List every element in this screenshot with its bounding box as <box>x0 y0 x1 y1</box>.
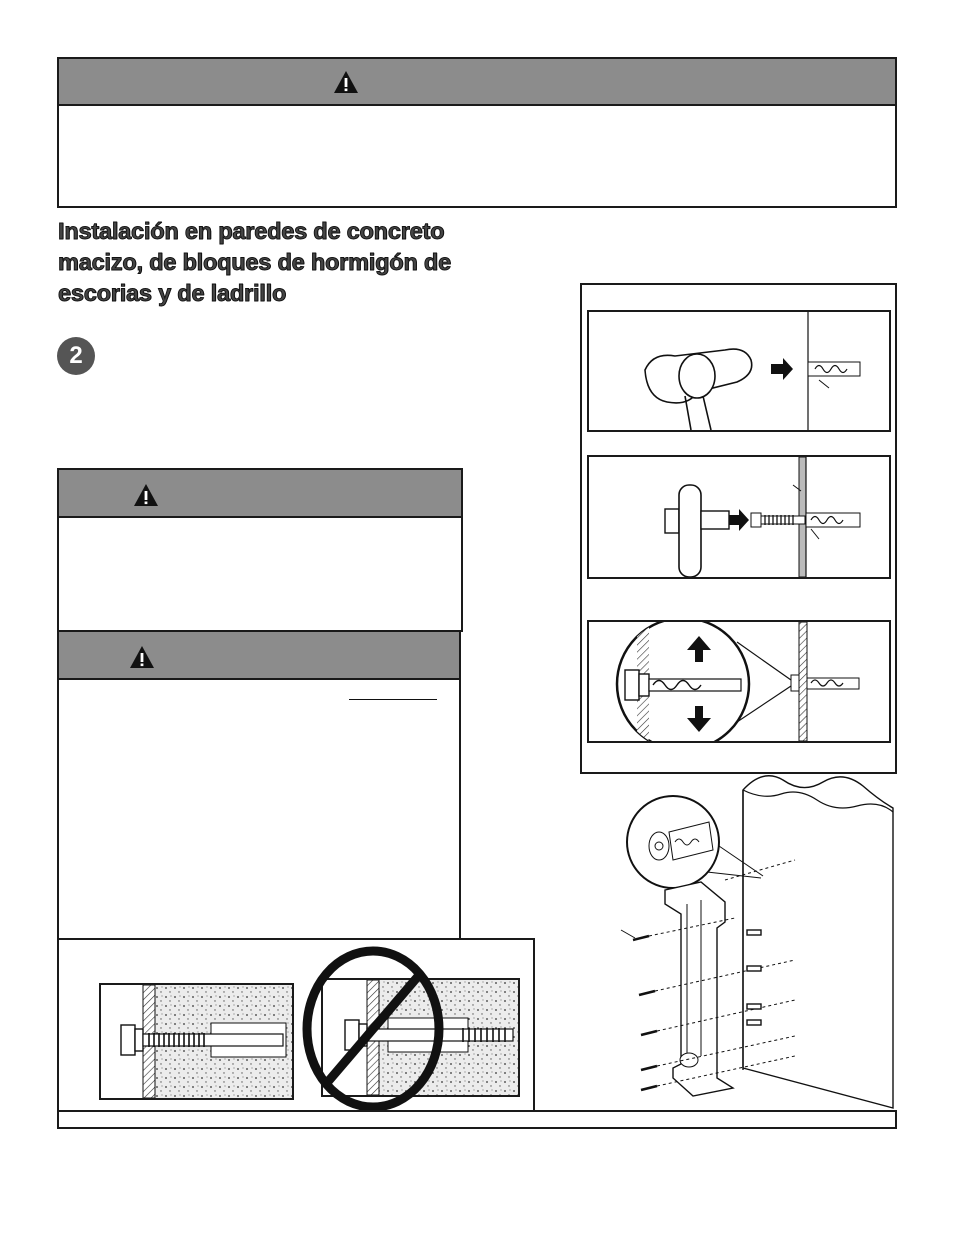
warning-triangle-icon <box>333 70 359 94</box>
prohibited-icon <box>300 944 446 1114</box>
anchor-expansion-illustration <box>589 622 889 741</box>
section-title-line-3: escorias y de ladrillo <box>58 280 287 306</box>
section-title-line-2: macizo, de bloques de hormigón de <box>58 249 451 275</box>
correct-anchor-illustration <box>101 985 292 1098</box>
section-title <box>58 216 558 309</box>
top-warning-header <box>59 59 895 106</box>
warning-box-2 <box>57 630 461 940</box>
section-title-line-1: Instalación en paredes de concreto <box>58 218 445 244</box>
hammer-anchor-illustration <box>589 312 889 430</box>
warning-triangle-icon <box>133 483 159 507</box>
hammer-anchor-panel <box>587 310 891 432</box>
driver-screw-panel <box>587 455 891 579</box>
step-number-badge: 2 <box>57 337 95 375</box>
warning-box-2-header <box>59 632 459 680</box>
correct-anchor-panel <box>99 983 294 1100</box>
warning-box-1-header <box>59 470 461 518</box>
driver-screw-illustration <box>589 457 889 577</box>
warning-box-1 <box>57 468 463 632</box>
bottom-strip-box <box>57 1110 897 1129</box>
anchor-expansion-panel <box>587 620 891 743</box>
warning-triangle-icon <box>129 645 155 669</box>
wall-bracket-exploded-view <box>615 760 900 1110</box>
top-warning-box <box>57 57 897 208</box>
underline-blank <box>349 699 437 700</box>
